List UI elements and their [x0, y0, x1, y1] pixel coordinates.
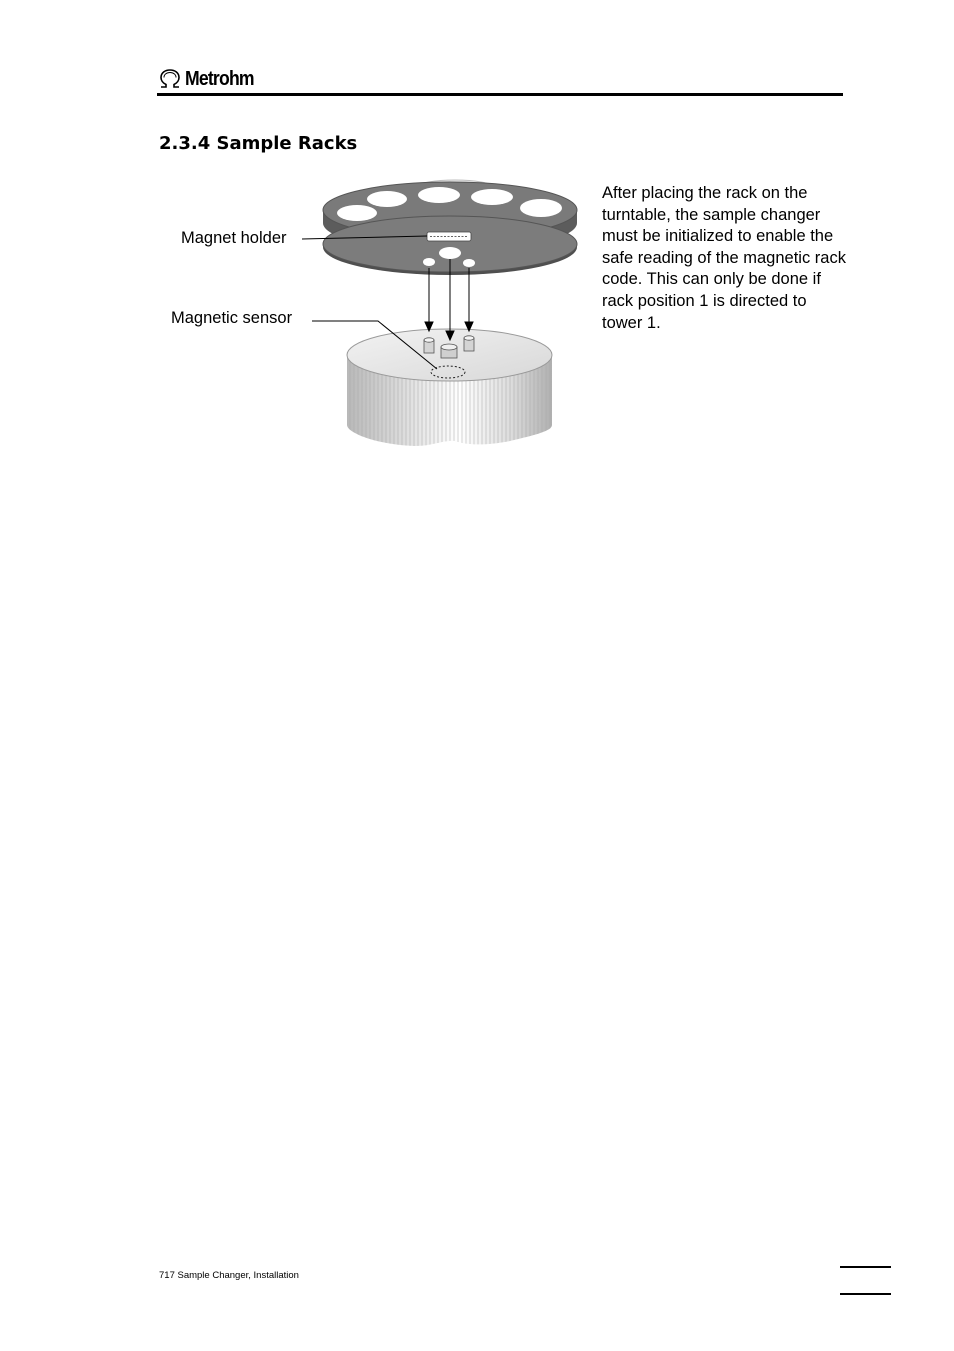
turntable: [347, 329, 552, 446]
logo-text: Metrohm: [185, 67, 254, 90]
guide-hole-right: [463, 259, 475, 267]
header-rule: [157, 93, 843, 96]
guide-pin-left: [424, 338, 434, 353]
omega-icon: [158, 68, 182, 90]
footer-rule-top: [840, 1266, 891, 1268]
section-heading: 2.3.4 Sample Racks: [159, 133, 358, 154]
magnet-holder-label: Magnet holder: [181, 229, 287, 247]
guide-hole-left: [423, 258, 435, 266]
center-spindle: [441, 344, 457, 358]
footer-rule-bottom: [840, 1293, 891, 1295]
footer-text: 717 Sample Changer, Installation: [159, 1270, 299, 1281]
center-hole: [439, 247, 461, 259]
body-paragraph: After placing the rack on the turntable, the sample changer must be initialized to enable the safe reading of the magnetic rack code. This can only be done if rack position 1 is directed to tower 1.: [602, 184, 846, 332]
logo: [158, 66, 263, 92]
guide-pin-right: [464, 336, 474, 351]
magnetic-sensor-label: Magnetic sensor: [171, 309, 293, 327]
